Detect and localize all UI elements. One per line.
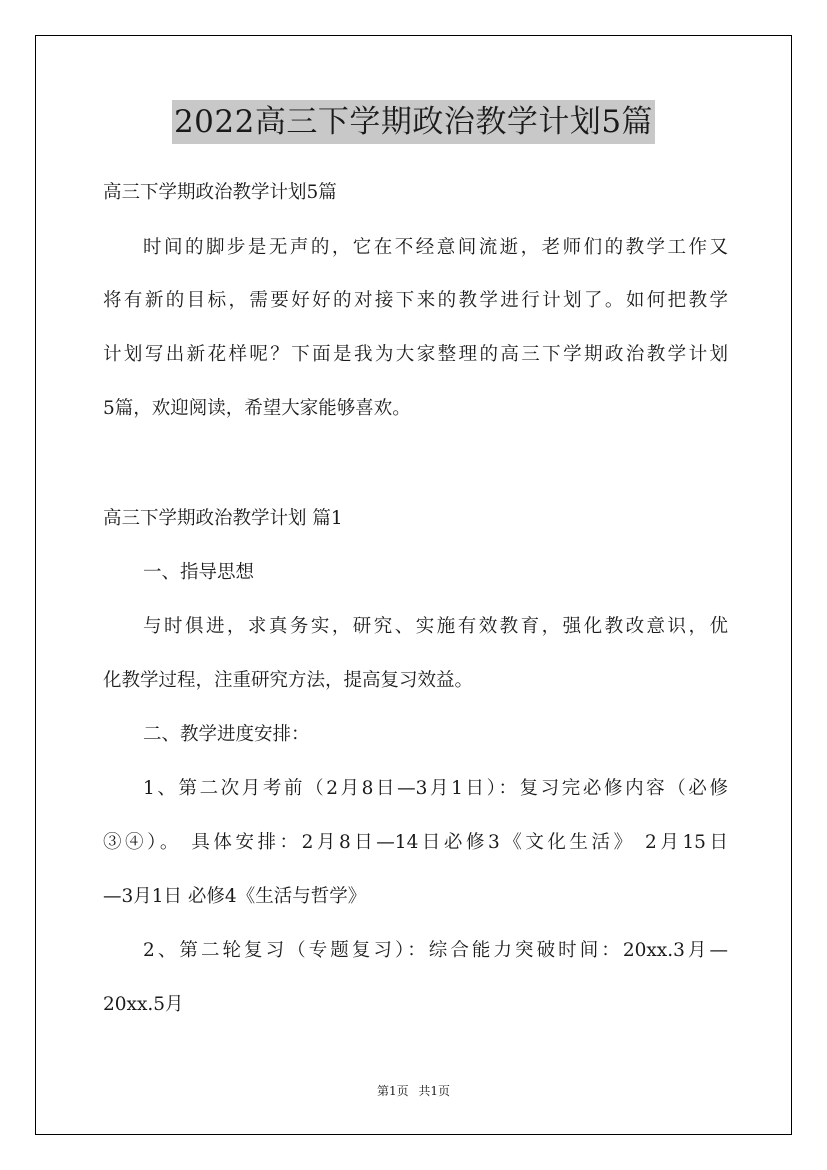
page-number: 第1页 xyxy=(376,1084,409,1098)
document-title: 2022高三下学期政治教学计划5篇 xyxy=(172,100,655,144)
intro-line-4: 5篇，欢迎阅读，希望大家能够喜欢。 xyxy=(103,398,411,419)
item1-line-3: —3月1日 必修4《生活与哲学》 xyxy=(103,886,367,907)
title-container xyxy=(0,100,827,144)
part1-line-1: 与时俱进，求真务实，研究、实施有效教育，强化教改意识，优 xyxy=(143,616,728,637)
item2-line-2: 20xx.5月 xyxy=(103,994,184,1015)
item1-line-1: 1、第二次月考前（2月8日—3月1日）：复习完必修内容（必修 xyxy=(143,778,728,799)
item2-line-1: 2、第二轮复习（专题复习）：综合能力突破时间：20xx.3月— xyxy=(143,940,728,961)
part2-heading: 二、教学进度安排： xyxy=(143,724,310,745)
section-heading: 高三下学期政治教学计划 篇1 xyxy=(103,508,343,529)
page-total: 共1页 xyxy=(418,1084,451,1098)
item1-line-2: ③④）。 具体安排：2月8日—14日必修3《文化生活》 2月15日 xyxy=(103,832,728,853)
part1-line-2: 化教学过程，注重研究方法，提高复习效益。 xyxy=(103,670,474,691)
document-subtitle: 高三下学期政治教学计划5篇 xyxy=(103,182,337,203)
intro-line-2: 将有新的目标，需要好好的对接下来的教学进行计划了。如何把教学 xyxy=(103,290,728,311)
page-footer xyxy=(0,1083,827,1099)
part1-heading: 一、指导思想 xyxy=(143,562,255,583)
intro-line-1: 时间的脚步是无声的，它在不经意间流逝，老师们的教学工作又 xyxy=(143,237,728,258)
intro-line-3: 计划写出新花样呢？下面是我为大家整理的高三下学期政治教学计划 xyxy=(103,344,728,365)
